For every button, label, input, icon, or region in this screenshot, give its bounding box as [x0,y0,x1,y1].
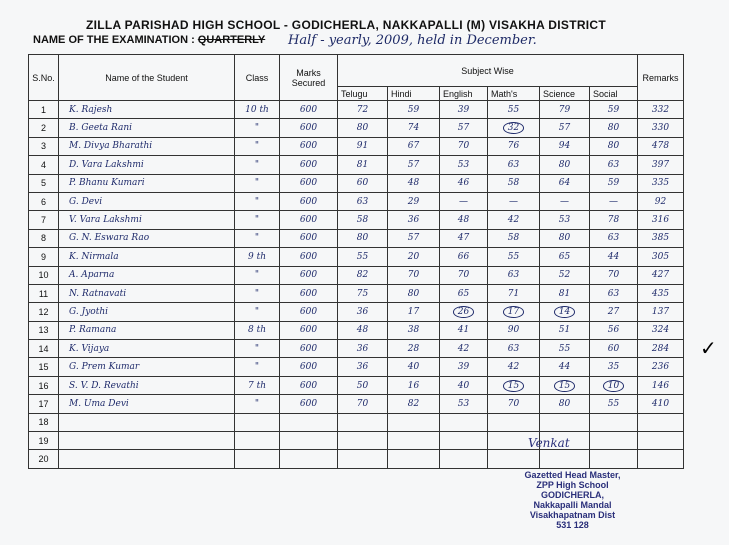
subject-mark-cell [488,119,540,137]
marks-secured-cell: 600 [280,248,338,266]
sno-cell: 19 [29,432,59,450]
class-cell: " [235,119,280,137]
marks-secured-cell: 600 [280,395,338,413]
subject-mark-cell: 57 [388,229,440,247]
marks-secured-cell [280,450,338,468]
remarks-cell: 146 [638,376,684,394]
official-stamp [505,470,640,530]
subject-mark-cell: 79 [540,101,590,119]
table-row [29,192,684,210]
student-name-cell: V. Vara Lakshmi [59,211,235,229]
subject-mark-cell [440,303,488,321]
table-row [29,174,684,192]
class-cell: 9 th [235,248,280,266]
class-cell: " [235,266,280,284]
remarks-cell: 330 [638,119,684,137]
subject-mark-cell: 53 [440,395,488,413]
subject-mark-cell: 40 [388,358,440,376]
header-subject: Social [590,87,638,101]
student-name-cell: G. Devi [59,192,235,210]
subject-mark-cell: 80 [338,119,388,137]
student-name-cell: B. Geeta Rani [59,119,235,137]
circled-mark: 10 [603,380,624,392]
subject-mark-cell: 91 [338,137,388,155]
marks-secured-cell: 600 [280,137,338,155]
marks-secured-cell: 600 [280,211,338,229]
subject-mark-cell: 39 [440,101,488,119]
subject-mark-cell: 63 [590,229,638,247]
marks-secured-cell: 600 [280,192,338,210]
student-name-cell: G. Prem Kumar [59,358,235,376]
remarks-cell: 236 [638,358,684,376]
sno-cell: 17 [29,395,59,413]
subject-mark-cell: 65 [540,248,590,266]
subject-mark-cell [440,450,488,468]
sno-cell: 10 [29,266,59,284]
subject-mark-cell: 50 [338,376,388,394]
subject-mark-cell: 81 [338,156,388,174]
stamp-line: Gazetted Head Master, [524,470,621,480]
subject-mark-cell: 71 [488,284,540,302]
student-name-cell: K. Rajesh [59,101,235,119]
school-title: ZILLA PARISHAD HIGH SCHOOL - GODICHERLA, NAKKAPALLI (M) VISAKHA DISTRICT [86,18,607,32]
subject-mark-cell: 58 [338,211,388,229]
subject-mark-cell: 80 [540,229,590,247]
sno-cell: 3 [29,137,59,155]
table-row [29,119,684,137]
subject-mark-cell: 35 [590,358,638,376]
subject-mark-cell [388,450,440,468]
subject-mark-cell: 38 [388,321,440,339]
subject-mark-cell [590,413,638,431]
table-row [29,156,684,174]
subject-mark-cell: 70 [488,395,540,413]
subject-mark-cell: 78 [590,211,638,229]
subject-mark-cell: 16 [388,376,440,394]
class-cell: " [235,340,280,358]
subject-mark-cell: 75 [338,284,388,302]
remarks-cell: 284 [638,340,684,358]
header-subject: English [440,87,488,101]
subject-mark-cell: 20 [388,248,440,266]
stamp-line: ZPP High School [536,480,609,490]
subject-mark-cell [488,413,540,431]
subject-mark-cell: 42 [440,340,488,358]
subject-mark-cell [440,413,488,431]
subject-mark-cell: 81 [540,284,590,302]
student-name-cell: G. N. Eswara Rao [59,229,235,247]
remarks-cell: 324 [638,321,684,339]
table-row [29,229,684,247]
class-cell: " [235,137,280,155]
header-sno: S.No. [29,55,59,101]
table-row [29,413,684,431]
class-cell: 8 th [235,321,280,339]
subject-mark-cell: 55 [488,101,540,119]
class-cell [235,432,280,450]
marks-secured-cell: 600 [280,229,338,247]
subject-mark-cell: 70 [440,137,488,155]
subject-mark-cell: 53 [440,156,488,174]
table-row [29,101,684,119]
subject-mark-cell: 82 [338,266,388,284]
marks-secured-cell: 600 [280,340,338,358]
marks-secured-cell: 600 [280,303,338,321]
remarks-cell: 385 [638,229,684,247]
subject-mark-cell [590,432,638,450]
subject-mark-cell: 28 [388,340,440,358]
subject-mark-cell: 63 [488,340,540,358]
sno-cell: 13 [29,321,59,339]
marks-secured-cell [280,432,338,450]
header-name: Name of the Student [59,55,235,101]
marks-secured-cell: 600 [280,358,338,376]
subject-mark-cell [440,432,488,450]
marks-secured-cell [280,413,338,431]
subject-mark-cell [388,413,440,431]
subject-mark-cell: 57 [540,119,590,137]
subject-mark-cell: 65 [440,284,488,302]
marks-secured-cell: 600 [280,376,338,394]
subject-mark-cell: 36 [338,340,388,358]
student-name-cell [59,413,235,431]
exam-struck-text: QUARTERLY [197,34,266,46]
circled-mark: 15 [554,380,575,392]
remarks-cell: 137 [638,303,684,321]
marks-secured-cell: 600 [280,156,338,174]
subject-mark-cell: 59 [388,101,440,119]
class-cell: " [235,211,280,229]
class-cell: 7 th [235,376,280,394]
remarks-cell [638,413,684,431]
header-subject: Telugu [338,87,388,101]
subject-mark-cell: 58 [488,229,540,247]
subject-mark-cell: 57 [388,156,440,174]
table-row [29,340,684,358]
subject-mark-cell [338,413,388,431]
sno-cell: 1 [29,101,59,119]
student-name-cell: A. Aparna [59,266,235,284]
header-subject: Hindi [388,87,440,101]
student-name-cell: N. Ratnavati [59,284,235,302]
subject-mark-cell [590,450,638,468]
subject-mark-cell: 55 [338,248,388,266]
subject-mark-cell: 80 [540,156,590,174]
student-name-cell [59,432,235,450]
class-cell: " [235,192,280,210]
sno-cell: 2 [29,119,59,137]
subject-mark-cell: 56 [590,321,638,339]
sno-cell: 16 [29,376,59,394]
subject-mark-cell: 48 [338,321,388,339]
remarks-cell [638,432,684,450]
remarks-cell: 435 [638,284,684,302]
table-row [29,358,684,376]
subject-mark-cell [540,376,590,394]
subject-mark-cell: 72 [338,101,388,119]
subject-mark-cell: 80 [590,137,638,155]
marks-secured-cell: 600 [280,119,338,137]
subject-mark-cell: 36 [338,303,388,321]
sno-cell: 20 [29,450,59,468]
subject-mark-cell: 53 [540,211,590,229]
circled-mark: 26 [453,306,474,318]
subject-mark-cell: — [540,192,590,210]
class-cell [235,450,280,468]
table-row [29,395,684,413]
subject-mark-cell: 58 [488,174,540,192]
subject-mark-cell [488,450,540,468]
check-mark-icon: ✓ [700,338,717,360]
subject-mark-cell: 63 [590,156,638,174]
subject-mark-cell: 90 [488,321,540,339]
marks-secured-cell: 600 [280,101,338,119]
remarks-cell: 92 [638,192,684,210]
subject-mark-cell [540,413,590,431]
subject-mark-cell: 40 [440,376,488,394]
sno-cell: 14 [29,340,59,358]
subject-mark-cell [590,376,638,394]
exam-note: Half - yearly, 2009, held in December. [288,33,537,48]
student-name-cell: D. Vara Lakshmi [59,156,235,174]
subject-mark-cell: 70 [590,266,638,284]
subject-mark-cell: 57 [440,119,488,137]
class-cell: 10 th [235,101,280,119]
subject-mark-cell: 74 [388,119,440,137]
subject-mark-cell [540,450,590,468]
subject-mark-cell: 59 [590,174,638,192]
table-row [29,450,684,468]
table-row [29,248,684,266]
subject-mark-cell: — [590,192,638,210]
remarks-cell [638,450,684,468]
subject-mark-cell: 36 [388,211,440,229]
header-subject-wise: Subject Wise [338,55,638,87]
class-cell: " [235,229,280,247]
subject-mark-cell [388,432,440,450]
subject-mark-cell: 55 [590,395,638,413]
exam-label [33,34,265,46]
marks-table [28,54,684,469]
class-cell: " [235,174,280,192]
marks-secured-cell: 600 [280,321,338,339]
subject-mark-cell: 41 [440,321,488,339]
header-subject: Science [540,87,590,101]
stamp-line: Visakhapatnam Dist [529,510,616,520]
class-cell: " [235,303,280,321]
sno-cell: 9 [29,248,59,266]
subject-mark-cell: 82 [388,395,440,413]
subject-mark-cell: 80 [338,229,388,247]
class-cell: " [235,284,280,302]
remarks-cell: 316 [638,211,684,229]
subject-mark-cell: 51 [540,321,590,339]
class-cell: " [235,358,280,376]
subject-mark-cell: 59 [590,101,638,119]
stamp-line: 531 128 [556,520,589,530]
table-row [29,211,684,229]
subject-mark-cell: 70 [440,266,488,284]
header-subject: Math's [488,87,540,101]
sno-cell: 12 [29,303,59,321]
student-name-cell: P. Bhanu Kumari [59,174,235,192]
subject-mark-cell: 60 [338,174,388,192]
subject-mark-cell: 39 [440,358,488,376]
table-row [29,321,684,339]
subject-mark-cell [338,432,388,450]
subject-mark-cell: 42 [488,358,540,376]
sno-cell: 5 [29,174,59,192]
student-name-cell: S. V. D. Revathi [59,376,235,394]
sno-cell: 6 [29,192,59,210]
student-name-cell: K. Nirmala [59,248,235,266]
student-name-cell: M. Divya Bharathi [59,137,235,155]
marks-secured-cell: 600 [280,284,338,302]
stamp-line: GODICHERLA, [541,490,604,500]
subject-mark-cell: 48 [440,211,488,229]
sno-cell: 11 [29,284,59,302]
subject-mark-cell [488,376,540,394]
remarks-cell: 478 [638,137,684,155]
subject-mark-cell: 47 [440,229,488,247]
class-cell: " [235,156,280,174]
circled-mark: 32 [503,122,524,134]
circled-mark: 15 [503,380,524,392]
table-row [29,137,684,155]
signature: Venkat [528,436,570,450]
class-cell: " [235,395,280,413]
student-name-cell: K. Vijaya [59,340,235,358]
subject-mark-cell: 63 [488,266,540,284]
subject-mark-cell: 76 [488,137,540,155]
table-row [29,266,684,284]
sno-cell: 7 [29,211,59,229]
subject-mark-cell: 63 [590,284,638,302]
subject-mark-cell: 70 [338,395,388,413]
class-cell [235,413,280,431]
subject-mark-cell: 48 [388,174,440,192]
student-name-cell: G. Jyothi [59,303,235,321]
subject-mark-cell: 60 [590,340,638,358]
subject-mark-cell: 80 [388,284,440,302]
remarks-cell: 410 [638,395,684,413]
sno-cell: 4 [29,156,59,174]
subject-mark-cell: 64 [540,174,590,192]
subject-mark-cell [540,303,590,321]
remarks-cell: 305 [638,248,684,266]
student-name-cell: M. Uma Devi [59,395,235,413]
table-row [29,432,684,450]
subject-mark-cell: 94 [540,137,590,155]
table-row [29,284,684,302]
subject-mark-cell: 80 [540,395,590,413]
sno-cell: 8 [29,229,59,247]
subject-mark-cell: 46 [440,174,488,192]
subject-mark-cell: 29 [388,192,440,210]
subject-mark-cell: 17 [388,303,440,321]
remarks-cell: 335 [638,174,684,192]
remarks-cell: 332 [638,101,684,119]
stamp-line: Nakkapalli Mandal [533,500,612,510]
subject-mark-cell: 55 [488,248,540,266]
marks-secured-cell: 600 [280,174,338,192]
header-remarks: Remarks [638,55,684,101]
subject-mark-cell: 27 [590,303,638,321]
subject-mark-cell: 67 [388,137,440,155]
remarks-cell: 427 [638,266,684,284]
subject-mark-cell: 63 [338,192,388,210]
subject-mark-cell: 80 [590,119,638,137]
exam-label-text: NAME OF THE EXAMINATION : [33,34,195,46]
circled-mark: 17 [503,306,524,318]
header-marks: Marks Secured [280,55,338,101]
subject-mark-cell: 42 [488,211,540,229]
subject-mark-cell: 36 [338,358,388,376]
subject-mark-cell [488,303,540,321]
table-row [29,376,684,394]
subject-mark-cell: 44 [540,358,590,376]
circled-mark: 14 [554,306,575,318]
subject-mark-cell: 66 [440,248,488,266]
header-class: Class [235,55,280,101]
subject-mark-cell [338,450,388,468]
subject-mark-cell: — [440,192,488,210]
remarks-cell: 397 [638,156,684,174]
subject-mark-cell: 52 [540,266,590,284]
subject-mark-cell: 44 [590,248,638,266]
student-name-cell [59,450,235,468]
subject-mark-cell: 70 [388,266,440,284]
marks-secured-cell: 600 [280,266,338,284]
subject-mark-cell: 63 [488,156,540,174]
subject-mark-cell: — [488,192,540,210]
sno-cell: 15 [29,358,59,376]
student-name-cell: P. Ramana [59,321,235,339]
sno-cell: 18 [29,413,59,431]
subject-mark-cell: 55 [540,340,590,358]
table-row [29,303,684,321]
